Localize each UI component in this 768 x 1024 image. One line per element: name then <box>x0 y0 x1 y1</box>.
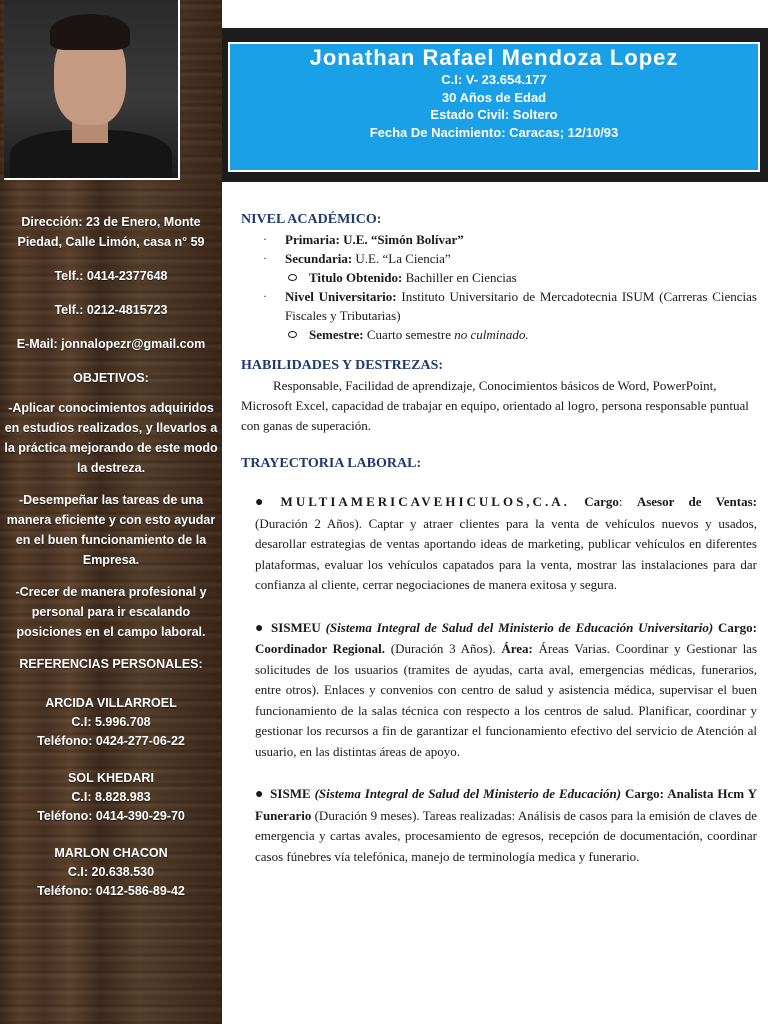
objective-item: -Crecer de manera profesional y personal para ir escalando posiciones en el campo laboral. <box>15 585 207 639</box>
job-item: ● SISME (Sistema Integral de Salud del Ministerio de Educación) Cargo: Analista Hcm Y Funerario (Duración 9 meses). Tareas realizadas: Análisis de casos para la emisión de claves de emergencia y cartas avales, procesamiento de egresos, recepción de documentación, coordinar casos fúnebres vía telefónica, manejo de terminología medica y funerario. <box>255 786 757 864</box>
reference-item <box>0 844 222 901</box>
academic-primaria: · Primaria: U.E. “Simón Bolívar” <box>241 230 757 249</box>
reference-phone: Teléfono: 0414-390-29-70 <box>37 809 185 823</box>
phone-1: Telf.: 0414-2377648 <box>54 269 168 283</box>
academic-titulo: Titulo Obtenido: Bachiller en Ciencias <box>241 268 757 287</box>
reference-ci: C.I: 20.638.530 <box>67 865 155 879</box>
address: Dirección: 23 de Enero, Monte Piedad, Calle Limón, casa n° 59 <box>17 215 205 249</box>
profile-photo <box>4 0 180 180</box>
phone-2: Telf.: 0212-4815723 <box>54 303 168 317</box>
work-title: TRAYECTORIA LABORAL: <box>241 456 422 471</box>
job-item: ● SISMEU (Sistema Integral de Salud del Ministerio de Educación Universitario) Cargo: Coordinador Regional. (Duración 3 Años). Área: Áreas Varias. Coordinar y Gestionar las solicitudes de los usuarios (tramites de ayudas, carta aval, emergencias médicas, funerarios, entre otros). Enlaces y convenios con centro de salud y asistencia médica, supervisar el buen funcionamiento de la salas técnica con respecto a los centros de salud. Planificar, coordinar y gestionar los recursos a fin de garantizar el funcionamiento efectivo del servicio de Atención al usuario, en las distintas áreas de apoyo. <box>255 619 758 759</box>
reference-item <box>0 694 222 751</box>
full-name: Jonathan Rafael Mendoza Lopez <box>309 45 679 70</box>
birth-info: Fecha De Nacimiento: Caracas; 12/10/93 <box>369 124 619 140</box>
academic-title: NIVEL ACADÉMICO: <box>241 212 382 227</box>
age: 30 Años de Edad <box>441 89 547 105</box>
id-number: C.I: V- 23.654.177 <box>441 72 547 87</box>
academic-semestre: Semestre: Cuarto semestre no culminado. <box>241 325 757 344</box>
skills-title: HABILIDADES Y DESTREZAS: <box>241 358 444 373</box>
reference-ci: C.I: 5.996.708 <box>71 715 151 729</box>
job-item: ● MULTIAMERICAVEHICULOS,C.A. Cargo: Asesor de Ventas: (Duración 2 Años). Captar y atraer clientes para la venta de vehículos nuevos y usados, desarollar estrategias de ventas aportando ideas de marketing, publicar vehículos en diferentes plataformas, evaluar los vehículos capatados para la venta, mostrar las instalaciones para dar confianza al cliente, cerrar negociaciones de manera exitosa y segura. <box>255 494 757 592</box>
sidebar <box>0 0 222 1024</box>
email: E-Mail: jonnalopezr@gmail.com <box>16 337 206 351</box>
academic-universidad: · Nivel Universitario: Instituto Universitario de Mercadotecnia ISUM (Carreras Ciencias Fiscales y Tributarias) <box>241 287 757 325</box>
reference-ci: C.I: 8.828.983 <box>71 790 151 804</box>
objective-item: -Aplicar conocimientos adquiridos en estudios realizados, y llevarlos a la práctica mejorando de este modo la destreza. <box>4 401 218 475</box>
civil-status: Estado Civil: Soltero <box>430 107 558 122</box>
academic-secundaria: · Secundaria: U.E. “La Ciencia” <box>241 249 757 268</box>
skills-text: Responsable, Facilidad de aprendizaje, Conocimientos básicos de Word, PowerPoint, Microsoft Excel, capacidad de trabajar en equipo, orientado al logro, persona responsable puntual con ganas de superación. <box>241 378 749 433</box>
objectives-title: OBJETIVOS: <box>73 371 149 385</box>
objective-item: -Desempeñar las tareas de una manera eficiente y con esto ayudar en el buen funcionamiento de la Empresa. <box>6 493 216 567</box>
reference-name: ARCIDA VILLARROEL <box>45 696 177 710</box>
main-content <box>241 210 757 867</box>
reference-phone: Teléfono: 0412-586-89-42 <box>37 884 185 898</box>
reference-item <box>0 769 222 826</box>
reference-name: SOL KHEDARI <box>68 771 154 785</box>
references-title: REFERENCIAS PERSONALES: <box>19 657 203 671</box>
reference-phone: Teléfono: 0424-277-06-22 <box>37 734 185 748</box>
reference-name: MARLON CHACON <box>54 846 168 860</box>
contact-info <box>0 212 222 919</box>
header <box>228 42 760 172</box>
